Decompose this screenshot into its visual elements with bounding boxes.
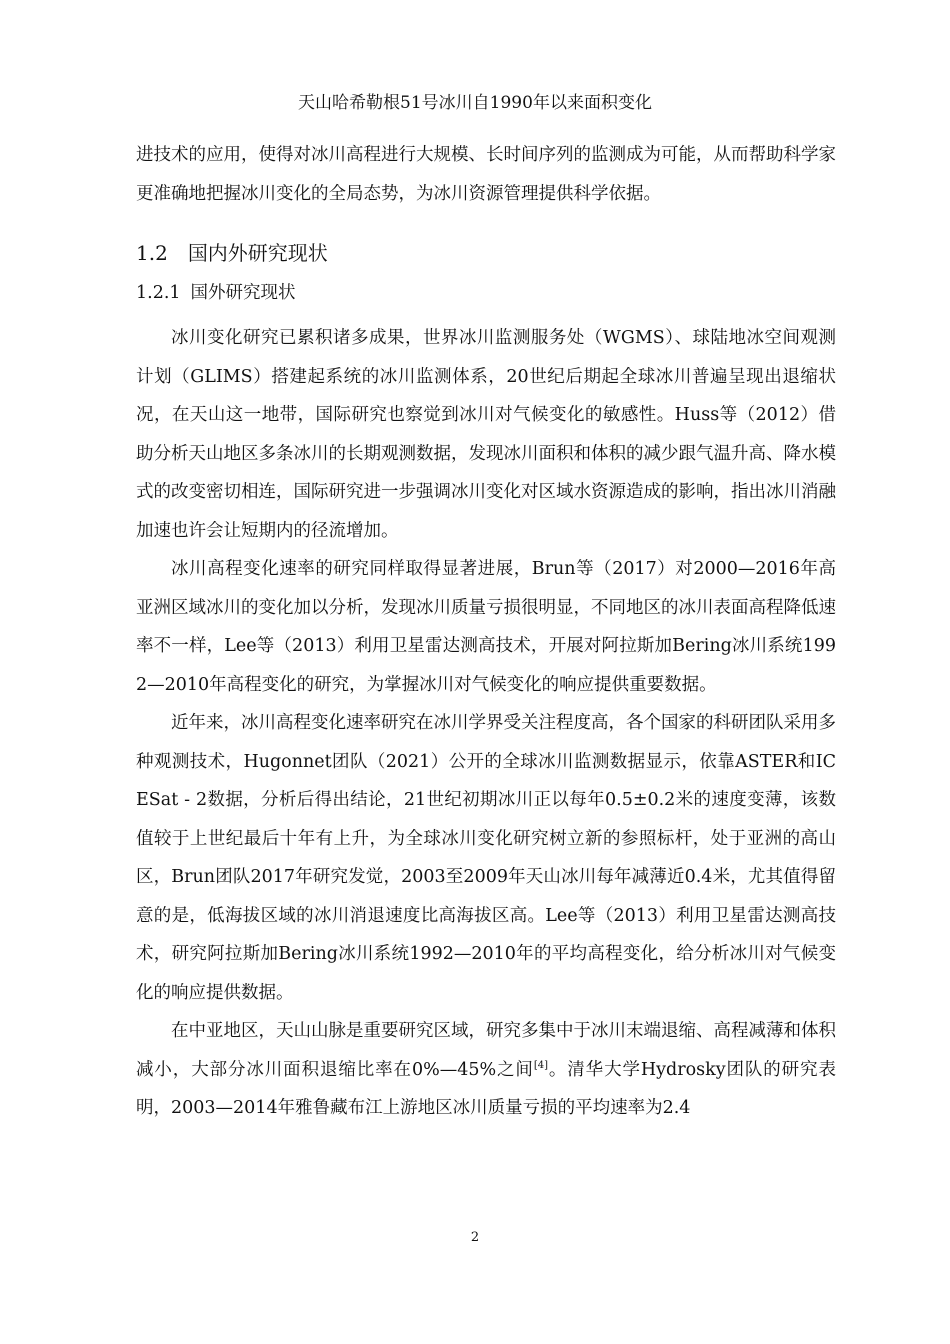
citation-ref[interactable]: [4]	[533, 1059, 548, 1071]
section-title: 国内外研究现状	[187, 241, 328, 265]
running-header: 天山哈希勒根51号冰川自1990年以来面积变化	[298, 93, 652, 113]
section-number: 1.2	[136, 241, 168, 265]
subsection-title: 国外研究现状	[190, 283, 296, 303]
body-content	[136, 136, 836, 1128]
paragraph-continuation: 进技术的应用，使得对冰川高程进行大规模、长时间序列的监测成为可能，从而帮助科学家更准确地把握冰川变化的全局态势，为冰川资源管理提供科学依据。	[136, 145, 836, 204]
section-heading	[136, 239, 836, 267]
paragraph-4-text-b: 。清华大学Hydrosky团队的研究表明，2003—2014年雅鲁藏布江上游地区冰川质量亏损的平均速率为2.4	[136, 1059, 836, 1118]
subsection-heading	[136, 281, 836, 305]
page-number: 2	[470, 1230, 480, 1245]
subsection-number: 1.2.1	[136, 283, 181, 303]
paragraph-4	[136, 1012, 836, 1128]
paragraph-4-text-a: 在中亚地区，天山山脉是重要研究区域，研究多集中于冰川末端退缩、高程减薄和体积减小，大部分冰川面积退缩比率在0%—45%之间	[136, 1021, 836, 1080]
paragraph-1: 冰川变化研究已累积诸多成果，世界冰川监测服务处（WGMS）、球陆地冰空间观测计划（GLIMS）搭建起系统的冰川监测体系，20世纪后期起全球冰川普遍呈现出退缩状况，在天山这一地带，国际研究也察觉到冰川对气候变化的敏感性。Huss等（2012）借助分析天山地区多条冰川的长期观测数据，发现冰川面积和体积的减少跟气温升高、降水模式的改变密切相连，国际研究进一步强调冰川变化对区域水资源造成的影响，指出冰川消融加速也许会让短期内的径流增加。	[136, 328, 836, 541]
paragraph-3: 近年来，冰川高程变化速率研究在冰川学界受关注程度高，各个国家的科研团队采用多种观测技术，Hugonnet团队（2021）公开的全球冰川监测数据显示，依靠ASTER和ICESat - 2数据，分析后得出结论，21世纪初期冰川正以每年0.5±0.2米的速度变薄，该数值较于上世纪最后十年有上升，为全球冰川变化研究树立新的参照标杆，处于亚洲的高山区，Brun团队2017年研究发觉，2003至2009年天山冰川每年减薄近0.4米，尤其值得留意的是，低海拔区域的冰川消退速度比高海拔区高。Lee等（2013）利用卫星雷达测高技术，研究阿拉斯加Bering冰川系统1992—2010年的平均高程变化，给分析冰川对气候变化的响应提供数据。	[136, 713, 836, 1003]
paragraph-2: 冰川高程变化速率的研究同样取得显著进展，Brun等（2017）对2000—2016年高亚洲区域冰川的变化加以分析，发现冰川质量亏损很明显，不同地区的冰川表面高程降低速率不一样，Lee等（2013）利用卫星雷达测高技术，开展对阿拉斯加Bering冰川系统1992—2010年高程变化的研究，为掌握冰川对气候变化的响应提供重要数据。	[136, 559, 836, 695]
